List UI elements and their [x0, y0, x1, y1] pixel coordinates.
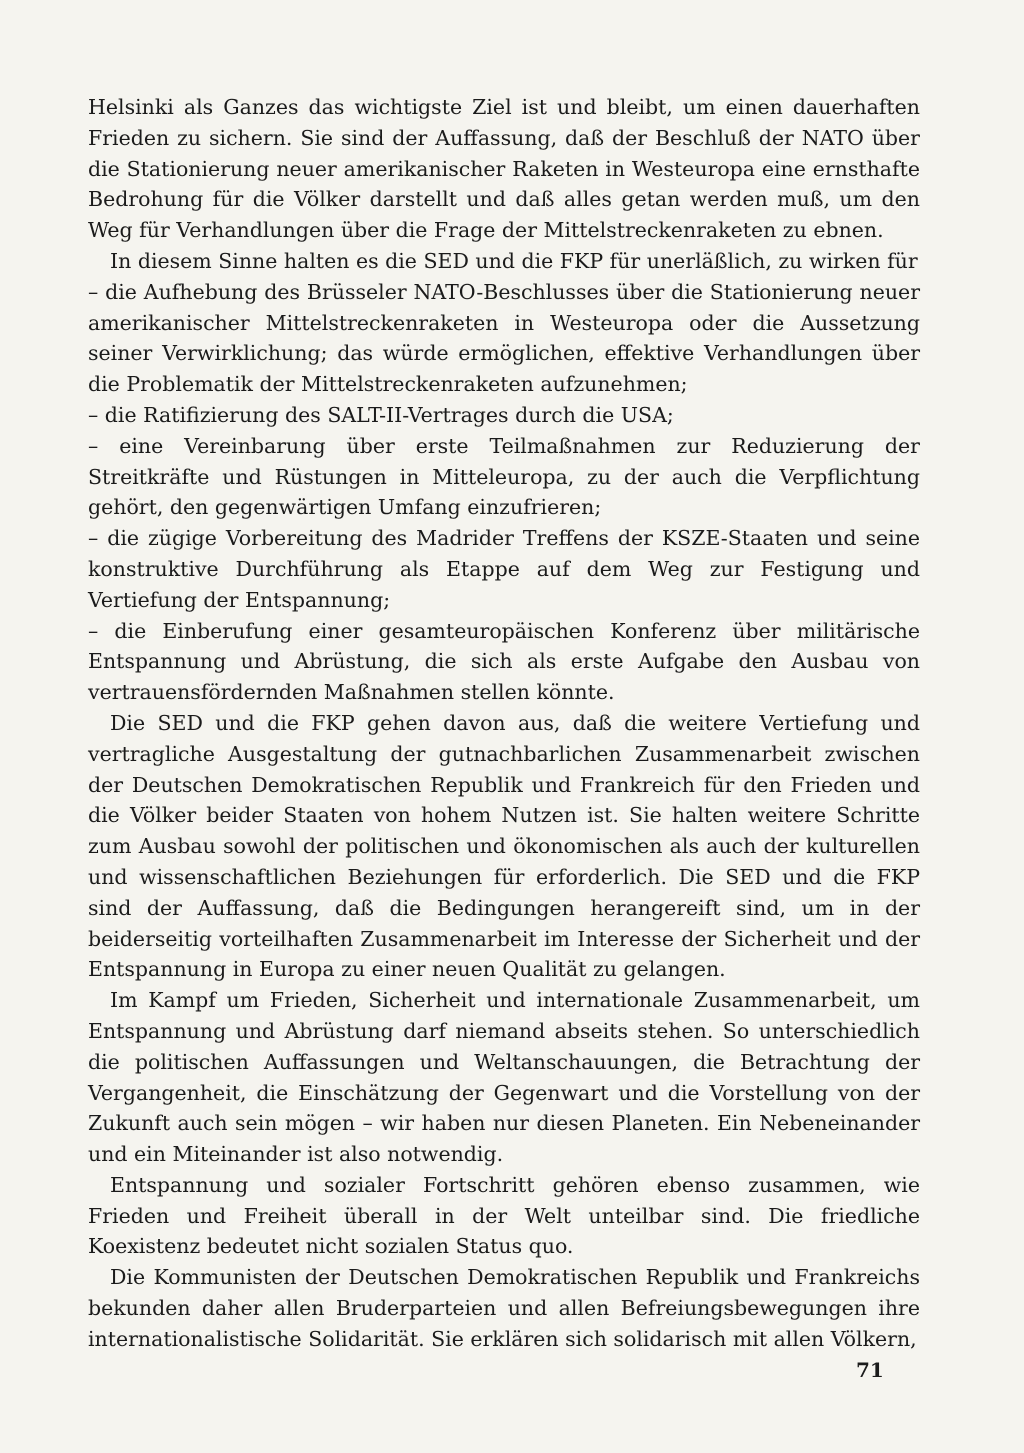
page-number: 71	[856, 1358, 884, 1382]
list-item-nato-beschluss: – die Aufhebung des Brüsseler NATO-Beschlusses über die Stationierung neuer amerikanischer Mittelstreckenraketen in Westeuropa oder die Aussetzung seiner Verwirklichung; das würde ermöglichen, effektive Verhandlungen über die Problematik der Mittelstreckenraketen aufzunehmen;	[88, 279, 920, 397]
document-page	[88, 92, 920, 1355]
paragraph-helsinki: Helsinki als Ganzes das wichtigste Ziel ist und bleibt, um einen dauerhaften Frieden zu sichern. Sie sind der Auffassung, daß der Beschluß der NATO über die Stationierung neuer amerikanischer Raketen in Westeuropa eine ernsthafte Bedrohung für die Völker darstellt und daß alles getan werden muß, um den Weg für Verhandlungen über die Frage der Mittelstreckenraketen zu ebnen.	[88, 95, 920, 243]
paragraph-kommunisten: Die Kommunisten der Deutschen Demokratischen Republik und Frankreichs bekunden daher allen Bruderparteien und allen Befreiungsbewegungen ihre internationalistische Solidarität. Sie erklären sich solidarisch mit allen Völkern,	[88, 1265, 920, 1351]
paragraph-kampf-um-frieden: Im Kampf um Frieden, Sicherheit und internationale Zusammenarbeit, um Entspannung und Abrüstung darf niemand abseits stehen. So unterschiedlich die politischen Auffassungen und Weltanschauungen, die Betrachtung der Vergangenheit, die Einschätzung der Gegenwart und die Vorstellung von der Zukunft auch sein mögen – wir haben nur diesen Planeten. Ein Nebeneinander und ein Miteinander ist also notwendig.	[88, 988, 920, 1167]
list-item-konferenz: – die Einberufung einer gesamteuropäischen Konferenz über militärische Entspannung und Abrüstung, die sich als erste Aufgabe den Ausbau von vertrauensfördernden Maßnahmen stellen könnte.	[88, 618, 920, 705]
list-item-salt-ii: – die Ratifizierung des SALT-II-Vertrages durch die USA;	[88, 402, 674, 427]
paragraph-in-diesem-sinne: In diesem Sinne halten es die SED und die FKP für unerläßlich, zu wirken für	[110, 248, 918, 273]
paragraph-entspannung: Entspannung und sozialer Fortschritt gehören ebenso zusammen, wie Frieden und Freiheit überall in der Welt unteilbar sind. Die friedliche Koexistenz bedeutet nicht sozialen Status quo.	[88, 1172, 920, 1259]
list-item-teilmassnahmen: – eine Vereinbarung über erste Teilmaßnahmen zur Reduzierung der Streitkräfte und Rüstungen in Mitteleuropa, zu der auch die Verpflichtung gehört, den gegenwärtigen Umfang einzufrieren;	[88, 433, 920, 520]
list-item-madrider-treffen: – die zügige Vorbereitung des Madrider Treffens der KSZE-Staaten und seine konstruktive Durchführung als Etappe auf dem Weg zur Festigung und Vertiefung der Entspannung;	[88, 526, 920, 612]
paragraph-zusammenarbeit: Die SED und die FKP gehen davon aus, daß die weitere Vertiefung und vertragliche Ausgestaltung der gutnachbarlichen Zusammenarbeit zwischen der Deutschen Demokratischen Republik und Frankreich für den Frieden und die Völker beider Staaten von hohem Nutzen ist. Sie halten weitere Schritte zum Ausbau sowohl der politischen und ökonomischen als auch der kulturellen und wissenschaftlichen Beziehungen für erforderlich. Die SED und die FKP sind der Auffassung, daß die Bedingungen herangereift sind, um in der beiderseitig vorteilhaften Zusammenarbeit im Interesse der Sicherheit und der Entspannung in Europa zu einer neuen Qualität zu gelangen.	[88, 710, 920, 982]
